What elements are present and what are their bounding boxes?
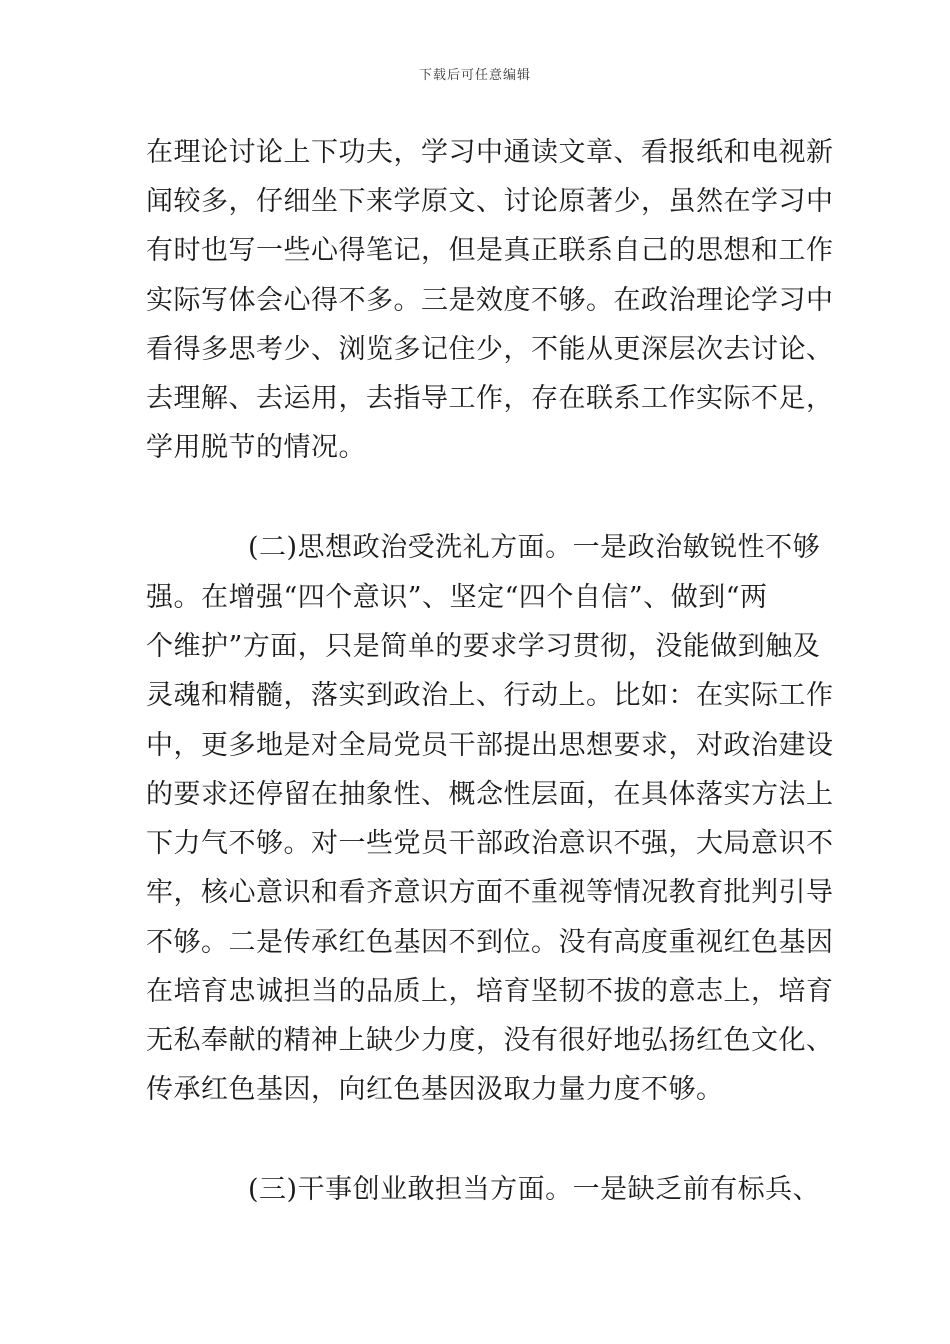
text-line: 强。在增强“四个意识”、坚定“四个自信”、做到“两 [146,582,768,613]
text-line: 闻较多，仔细坐下来学原文、讨论原著少，虽然在学习中 [146,186,834,217]
text-line: 中，更多地是对全局党员干部提出思想要求，对政治建设 [146,730,834,761]
text-line: 个维护”方面，只是简单的要求学习贯彻，没能做到触及 [146,631,821,662]
text-line: 无私奉献的精神上缺少力度，没有很好地弘扬红色文化、 [146,1025,834,1056]
paragraph-heading-line: (三)干事创业敢担当方面。一是缺乏前有标兵、 [248,1174,821,1205]
text-line: 在培育忠诚担当的品质上，培育坚韧不拔的意志上，培育 [146,976,834,1007]
text-line: 去理解、去运用，去指导工作，存在联系工作实际不足， [146,383,834,414]
text-line: 下力气不够。对一些党员干部政治意识不强，大局意识不 [146,828,834,859]
text-line: 的要求还停留在抽象性、概念性层面，在具体落实方法上 [146,779,834,810]
text-line: 传承红色基因，向红色基因汲取力量力度不够。 [146,1074,724,1105]
text-line: 不够。二是传承红色基因不到位。没有高度重视红色基因 [146,927,834,958]
text-line: 学用脱节的情况。 [146,432,366,463]
text-line: 牢，核心意识和看齐意识方面不重视等情况教育批判引导 [146,877,834,908]
paragraph-heading-line: (二)思想政治受洗礼方面。一是政治敏锐性不够 [248,532,821,563]
text-line: 看得多思考少、浏览多记住少，不能从更深层次去讨论、 [146,334,834,365]
text-line: 灵魂和精髓，落实到政治上、行动上。比如：在实际工作 [146,680,834,711]
text-line: 在理论讨论上下功夫，学习中通读文章、看报纸和电视新 [146,137,834,168]
text-line: 有时也写一些心得笔记，但是真正联系自己的思想和工作 [146,235,834,266]
page-header: 下载后可任意编辑 [418,68,531,83]
text-line: 实际写体会心得不多。三是效度不够。在政治理论学习中 [146,285,834,316]
